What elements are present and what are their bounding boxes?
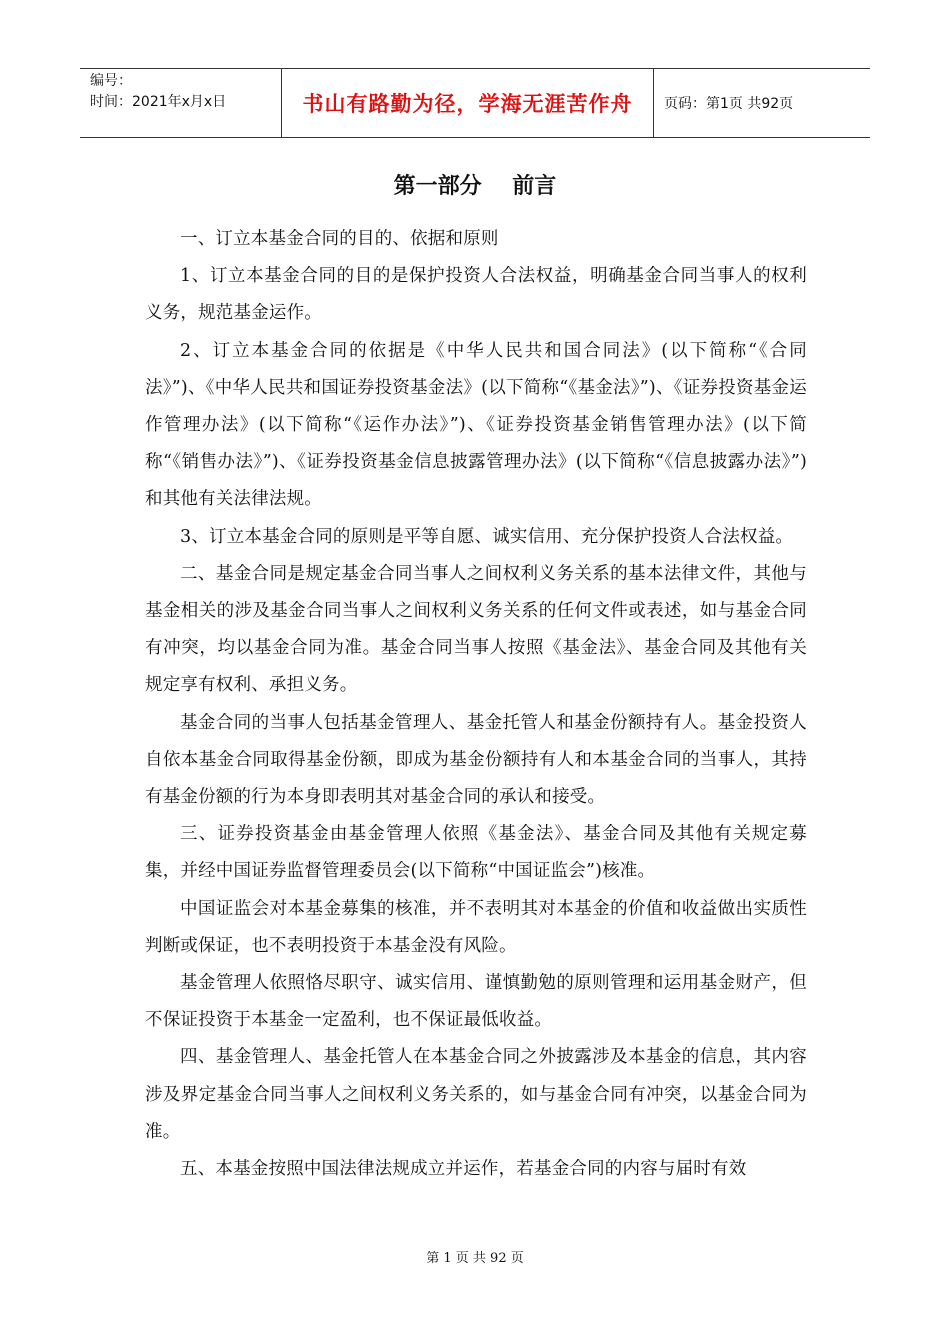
document-number: 编号：: [90, 73, 132, 89]
paragraph: 1、订立本基金合同的目的是保护投资人合法权益，明确基金合同当事人的权利义务，规范基金运作。: [145, 266, 807, 324]
paragraph: 四、基金管理人、基金托管人在本基金合同之外披露涉及本基金的信息，其内容涉及界定基金合同当事人之间权利义务关系的，如与基金合同有冲突，以基金合同为准。: [145, 1047, 807, 1142]
paragraph: 二、基金合同是规定基金合同当事人之间权利义务关系的基本法律文件，其他与基金相关的涉及基金合同当事人之间权利义务关系的任何文件或表述，如与基金合同有冲突，均以基金合同为准。基金合同当事人按照《基金法》、基金合同及其他有关规定享有权利、承担义务。: [145, 563, 807, 696]
paragraph: 中国证监会对本基金募集的核准，并不表明其对本基金的价值和收益做出实质性判断或保证，也不表明投资于本基金没有风险。: [145, 898, 807, 956]
document-body: [145, 221, 807, 1188]
paragraph: 基金管理人依照恪尽职守、诚实信用、谨慎勤勉的原则管理和运用基金财产，但不保证投资于本基金一定盈利，也不保证最低收益。: [145, 973, 807, 1031]
header-motto-cell: [282, 69, 654, 137]
paragraph: 2、订立本基金合同的依据是《中华人民共和国合同法》(以下简称“《合同法》”)、《中华人民共和国证券投资基金法》(以下简称“《基金法》”)、《证券投资基金运作管理办法》(以下简称“《运作办法》”)、《证券投资基金销售管理办法》(以下简称“《销售办法》”)、《证券投资基金信息披露管理办法》(以下简称“《信息披露办法》”)和其他有关法律法规。: [145, 340, 807, 510]
paragraph: 一、订立本基金合同的目的、依据和原则: [180, 229, 499, 249]
paragraph: 五、本基金按照中国法律法规成立并运作，若基金合同的内容与届时有效: [180, 1159, 747, 1180]
document-date: 时间：2021年x月x日: [90, 94, 227, 110]
paragraph: 3、订立本基金合同的原则是平等自愿、诚实信用、充分保护投资人合法权益。: [180, 526, 794, 547]
page-footer: 第 1 页 共 92 页: [426, 1251, 524, 1266]
paragraph: 基金合同的当事人包括基金管理人、基金托管人和基金份额持有人。基金投资人自依本基金合同取得基金份额，即成为基金份额持有人和本基金合同的当事人，其持有基金份额的行为本身即表明其对基金合同的承认和接受。: [145, 712, 807, 808]
document-header: [80, 68, 870, 138]
section-title: 第一部分 前言: [393, 174, 557, 199]
header-page-info: 页码：第1页 共92页: [664, 96, 794, 112]
header-motto: 书山有路勤为径，学海无涯苦作舟: [302, 91, 633, 116]
header-meta-cell: [80, 69, 282, 137]
paragraph: 三、证券投资基金由基金管理人依照《基金法》、基金合同及其他有关规定募集，并经中国证券监督管理委员会(以下简称“中国证监会”)核准。: [145, 824, 807, 882]
